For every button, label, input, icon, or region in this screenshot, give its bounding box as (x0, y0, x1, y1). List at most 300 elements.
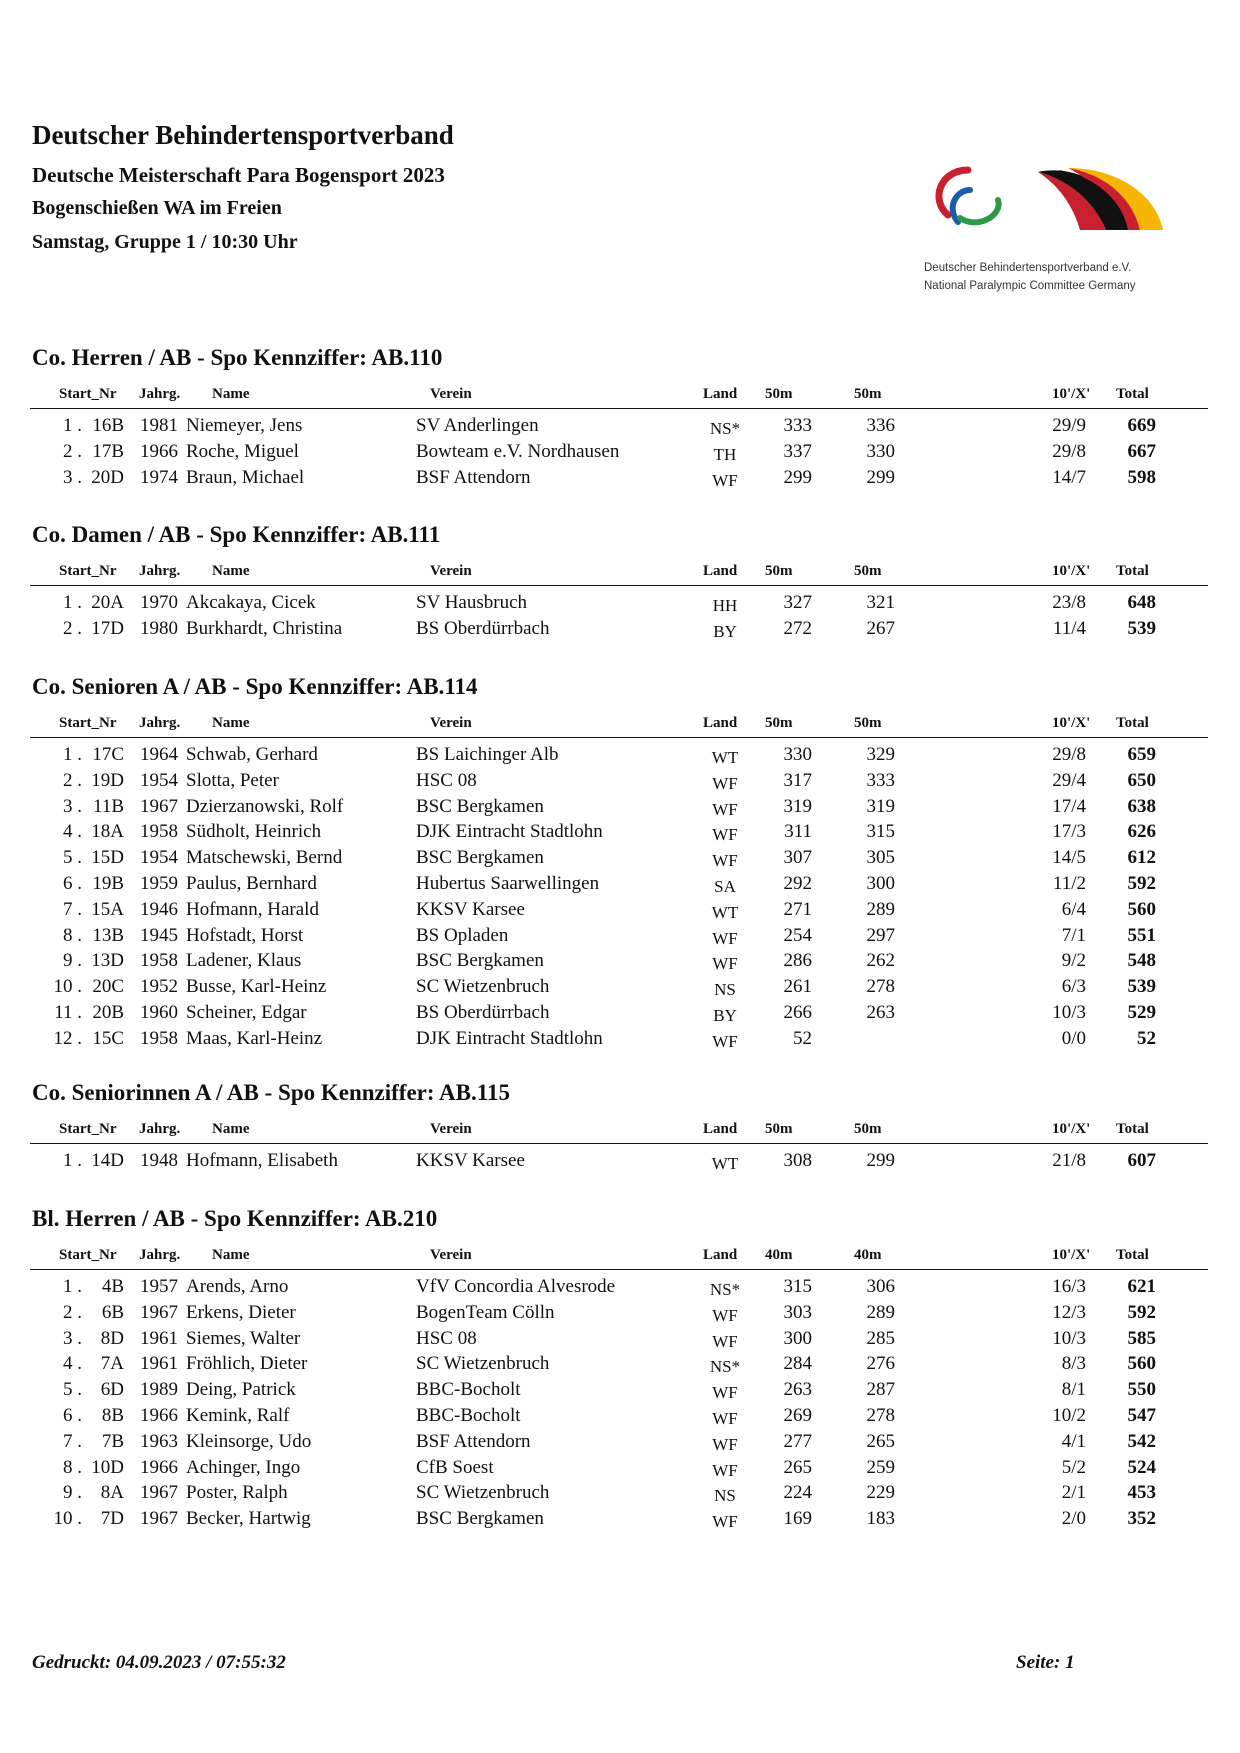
table-row (0, 821, 1240, 847)
table-row (0, 847, 1240, 873)
land-cell: WF (712, 1512, 738, 1532)
dist2-score-cell: 259 (866, 1456, 895, 1478)
name-cell: Kleinsorge, Udo (186, 1430, 312, 1452)
rank-cell: 6 . (63, 873, 82, 894)
dist2-score-cell: 319 (866, 795, 895, 817)
page-number: Seite: 1 (1016, 1652, 1075, 1673)
start-nr-cell: 17C (92, 744, 124, 765)
rank-cell: 7 . (63, 1430, 82, 1452)
col-dist2-header: 40m (854, 1247, 882, 1263)
col-jahrg-header: Jahrg. (139, 1121, 181, 1137)
section-title: Co. Damen / AB - Spo Kennziffer: AB.111 (32, 522, 441, 547)
dist2-score-cell: 321 (866, 592, 895, 613)
land-cell: TH (713, 444, 737, 464)
rank-cell: 1 . (63, 1150, 82, 1171)
col-total-header: Total (1116, 1247, 1149, 1263)
club-cell: DJK Eintracht Stadtlohn (416, 1027, 603, 1049)
table-row (0, 1028, 1240, 1054)
land-cell: NS* (709, 419, 741, 438)
col-total-header: Total (1116, 715, 1149, 731)
total-cell: 547 (1127, 1405, 1156, 1426)
rank-cell: 2 . (63, 769, 82, 791)
table-row (0, 1002, 1240, 1028)
rank-cell: 5 . (63, 1379, 82, 1401)
dist1-score-cell: 284 (783, 1353, 812, 1375)
dist1-score-cell: 299 (783, 466, 812, 488)
dist1-score-cell: 311 (784, 821, 812, 843)
ten-x-cell: 10/3 (1052, 1327, 1086, 1349)
col-land-header: Land (703, 715, 738, 731)
total-cell: 352 (1127, 1508, 1156, 1530)
dist2-score-cell: 289 (866, 898, 895, 920)
rank-cell: 8 . (63, 924, 82, 946)
table-row (0, 976, 1240, 1002)
section-title: Bl. Herren / AB - Spo Kennziffer: AB.210 (32, 1206, 438, 1231)
club-cell: BS Oberdürrbach (416, 617, 550, 639)
land-cell: WF (712, 825, 738, 845)
ten-x-cell: 12/3 (1052, 1301, 1086, 1323)
name-cell: Südholt, Heinrich (186, 821, 322, 843)
rank-cell: 1 . (63, 592, 82, 613)
dist2-score-cell: 278 (866, 976, 895, 998)
rank-cell: 2 . (63, 440, 82, 462)
year-cell: 1970 (140, 592, 178, 613)
club-cell: SV Hausbruch (416, 592, 528, 613)
col-10x-header: 10'/X' (1052, 386, 1091, 402)
table-row (0, 467, 1240, 493)
ten-x-cell: 17/4 (1052, 795, 1086, 817)
start-nr-cell: 8D (100, 1327, 124, 1349)
start-nr-cell: 6B (101, 1301, 124, 1323)
land-cell: WF (712, 773, 738, 793)
year-cell: 1948 (140, 1150, 178, 1171)
dist2-score-cell: 299 (866, 1150, 895, 1171)
rank-cell: 1 . (63, 1276, 82, 1297)
table-row (0, 1379, 1240, 1405)
name-cell: Roche, Miguel (186, 440, 299, 462)
table-row (0, 592, 1240, 618)
col-dist2-header: 50m (854, 715, 882, 731)
table-row (0, 744, 1240, 770)
dist2-score-cell: 278 (866, 1405, 895, 1426)
table-row (0, 1431, 1240, 1457)
club-cell: BS Laichinger Alb (416, 744, 559, 765)
header-rule (30, 408, 1208, 409)
start-nr-cell: 13D (91, 950, 124, 972)
name-cell: Fröhlich, Dieter (186, 1353, 308, 1375)
start-nr-cell: 4B (101, 1276, 124, 1297)
year-cell: 1963 (140, 1430, 178, 1452)
year-cell: 1967 (140, 1301, 178, 1323)
name-cell: Busse, Karl-Heinz (186, 976, 327, 998)
col-name-header: Name (212, 563, 250, 579)
name-cell: Hofstadt, Horst (186, 924, 304, 946)
club-cell: BSF Attendorn (416, 1430, 531, 1452)
land-cell: WF (712, 470, 738, 490)
ten-x-cell: 16/3 (1052, 1276, 1086, 1297)
table-row (0, 1276, 1240, 1302)
org-title: Deutscher Behindertensportverband (32, 120, 454, 150)
dist2-score-cell: 276 (866, 1353, 895, 1375)
table-row (0, 1353, 1240, 1379)
start-nr-cell: 7B (101, 1430, 124, 1452)
year-cell: 1952 (140, 976, 178, 998)
name-cell: Erkens, Dieter (186, 1301, 296, 1323)
club-cell: BogenTeam Cölln (416, 1301, 555, 1323)
col-10x-header: 10'/X' (1052, 1247, 1091, 1263)
name-cell: Paulus, Bernhard (186, 873, 317, 894)
year-cell: 1967 (140, 1482, 178, 1504)
dist1-score-cell: 169 (783, 1508, 812, 1530)
ten-x-cell: 29/8 (1052, 744, 1086, 765)
col-start-nr-header: Start_Nr (59, 715, 117, 731)
total-cell: 626 (1127, 821, 1156, 843)
total-cell: 667 (1127, 440, 1156, 462)
dist1-score-cell: 265 (783, 1456, 812, 1478)
land-cell: SA (714, 877, 736, 896)
year-cell: 1954 (140, 847, 178, 869)
club-cell: CfB Soest (416, 1456, 494, 1478)
rank-cell: 7 . (63, 898, 82, 920)
ten-x-cell: 9/2 (1061, 950, 1086, 972)
name-cell: Siemes, Walter (186, 1327, 301, 1349)
dist2-score-cell: 229 (866, 1482, 895, 1504)
land-cell: BY (713, 1006, 737, 1025)
land-cell: WT (711, 1154, 739, 1173)
name-cell: Achinger, Ingo (186, 1456, 301, 1478)
col-start-nr-header: Start_Nr (59, 1247, 117, 1263)
rank-cell: 8 . (63, 1456, 82, 1478)
ten-x-cell: 11/4 (1052, 617, 1086, 639)
dist2-score-cell: 306 (866, 1276, 895, 1297)
ten-x-cell: 17/3 (1052, 821, 1086, 843)
col-jahrg-header: Jahrg. (139, 715, 181, 731)
year-cell: 1974 (140, 466, 178, 488)
year-cell: 1958 (140, 950, 178, 972)
name-cell: Kemink, Ralf (186, 1405, 290, 1426)
land-cell: NS (714, 1486, 736, 1506)
col-10x-header: 10'/X' (1052, 563, 1091, 579)
rank-cell: 3 . (63, 466, 82, 488)
dist2-score-cell: 265 (866, 1430, 895, 1452)
table-row (0, 1150, 1240, 1176)
rank-cell: 4 . (63, 1353, 82, 1375)
dbs-logo (918, 160, 1166, 300)
club-cell: BS Oberdürrbach (416, 1002, 550, 1023)
start-nr-cell: 17B (92, 440, 124, 462)
dist1-score-cell: 272 (783, 617, 812, 639)
club-cell: BSC Bergkamen (416, 950, 544, 972)
total-cell: 585 (1127, 1327, 1156, 1349)
start-nr-cell: 8A (100, 1482, 124, 1504)
total-cell: 607 (1127, 1150, 1156, 1171)
start-nr-cell: 6D (100, 1379, 124, 1401)
table-row (0, 415, 1240, 441)
total-cell: 650 (1127, 769, 1156, 791)
club-cell: BS Opladen (416, 924, 509, 946)
name-cell: Burkhardt, Christina (186, 617, 343, 639)
year-cell: 1989 (140, 1379, 178, 1401)
total-cell: 550 (1127, 1379, 1156, 1401)
ten-x-cell: 14/5 (1052, 847, 1086, 869)
start-nr-cell: 7A (100, 1353, 124, 1375)
dist1-score-cell: 277 (783, 1430, 812, 1452)
start-nr-cell: 14D (91, 1150, 124, 1171)
event-title: Deutsche Meisterschaft Para Bogensport 2023 (32, 163, 445, 187)
land-cell: WT (711, 748, 739, 767)
dist2-score-cell: 315 (866, 821, 895, 843)
club-cell: BBC-Bocholt (416, 1405, 521, 1426)
printed-timestamp: Gedruckt: 04.09.2023 / 07:55:32 (32, 1652, 286, 1673)
ten-x-cell: 8/3 (1061, 1353, 1086, 1375)
col-dist1-header: 50m (765, 715, 793, 731)
land-cell: WF (712, 1383, 738, 1403)
land-cell: WF (712, 1460, 738, 1480)
name-cell: Arends, Arno (186, 1276, 289, 1297)
year-cell: 1958 (140, 1027, 178, 1049)
year-cell: 1946 (140, 898, 178, 920)
rank-cell: 10 . (53, 1508, 82, 1530)
dist2-score-cell: 263 (866, 1002, 895, 1023)
ten-x-cell: 2/1 (1061, 1482, 1086, 1504)
dist1-score-cell: 307 (783, 847, 812, 869)
club-cell: SC Wietzenbruch (416, 976, 550, 998)
table-row (0, 1457, 1240, 1483)
total-cell: 551 (1127, 924, 1156, 946)
session-title: Samstag, Gruppe 1 / 10:30 Uhr (32, 231, 298, 253)
name-cell: Hofmann, Elisabeth (186, 1150, 338, 1171)
col-land-header: Land (703, 563, 738, 579)
club-cell: SC Wietzenbruch (416, 1353, 550, 1375)
table-row (0, 925, 1240, 951)
dist1-score-cell: 300 (783, 1327, 812, 1349)
section-title: Co. Seniorinnen A / AB - Spo Kennziffer: AB.115 (32, 1080, 510, 1105)
ten-x-cell: 6/4 (1061, 898, 1086, 920)
rank-cell: 12 . (53, 1027, 82, 1049)
dist1-score-cell: 269 (783, 1405, 812, 1426)
table-row (0, 796, 1240, 822)
club-cell: VfV Concordia Alvesrode (416, 1276, 616, 1297)
dist2-score-cell: 330 (866, 440, 895, 462)
rank-cell: 4 . (63, 821, 82, 843)
rank-cell: 9 . (63, 950, 82, 972)
land-cell: WF (712, 1305, 738, 1325)
year-cell: 1967 (140, 1508, 178, 1530)
club-cell: HSC 08 (416, 1327, 477, 1349)
land-cell: WF (712, 799, 738, 819)
total-cell: 638 (1127, 795, 1156, 817)
col-start-nr-header: Start_Nr (59, 386, 117, 402)
rank-cell: 1 . (63, 744, 82, 765)
col-total-header: Total (1116, 1121, 1149, 1137)
club-cell: SV Anderlingen (416, 415, 539, 436)
start-nr-cell: 15A (91, 898, 124, 920)
logo-caption-line2: National Paralympic Committee Germany (924, 280, 1136, 292)
dist1-score-cell: 286 (783, 950, 812, 972)
col-land-header: Land (703, 1121, 738, 1137)
year-cell: 1954 (140, 769, 178, 791)
year-cell: 1960 (140, 1002, 178, 1023)
name-cell: Deing, Patrick (186, 1379, 296, 1401)
name-cell: Scheiner, Edgar (186, 1002, 307, 1023)
dist1-score-cell: 319 (783, 795, 812, 817)
year-cell: 1961 (140, 1327, 178, 1349)
start-nr-cell: 20A (91, 592, 124, 613)
land-cell: WF (712, 851, 738, 871)
col-name-header: Name (212, 715, 250, 731)
club-cell: BSC Bergkamen (416, 795, 544, 817)
total-cell: 560 (1127, 1353, 1156, 1375)
col-verein-header: Verein (430, 563, 472, 579)
table-row (0, 1302, 1240, 1328)
rank-cell: 2 . (63, 617, 82, 639)
land-cell: NS* (709, 1357, 741, 1377)
dist2-score-cell: 262 (866, 950, 895, 972)
col-dist1-header: 50m (765, 1121, 793, 1137)
land-cell: BY (713, 621, 737, 641)
start-nr-cell: 13B (92, 924, 124, 946)
club-cell: BBC-Bocholt (416, 1379, 521, 1401)
year-cell: 1958 (140, 821, 178, 843)
col-name-header: Name (212, 386, 250, 402)
dist1-score-cell: 327 (783, 592, 812, 613)
club-cell: HSC 08 (416, 769, 477, 791)
start-nr-cell: 16B (92, 415, 124, 436)
name-cell: Maas, Karl-Heinz (186, 1027, 323, 1049)
table-row (0, 1508, 1240, 1534)
dist2-score-cell: 289 (866, 1301, 895, 1323)
rank-cell: 11 . (54, 1002, 82, 1023)
dist1-score-cell: 317 (783, 769, 812, 791)
total-cell: 621 (1127, 1276, 1156, 1297)
dist2-score-cell: 267 (866, 617, 895, 639)
total-cell: 539 (1127, 617, 1156, 639)
dist1-score-cell: 224 (783, 1482, 812, 1504)
dist2-score-cell: 300 (866, 873, 895, 894)
logo-caption-line1: Deutscher Behindertensportverband e.V. (924, 262, 1132, 274)
header-rule (30, 1269, 1208, 1270)
start-nr-cell: 18A (91, 821, 124, 843)
club-cell: KKSV Karsee (416, 898, 525, 920)
col-land-header: Land (703, 386, 738, 402)
col-dist1-header: 50m (765, 386, 793, 402)
dist2-score-cell: 285 (866, 1327, 895, 1349)
ten-x-cell: 29/8 (1052, 440, 1086, 462)
npc-logo-mark-icon (918, 160, 1166, 260)
total-cell: 592 (1127, 1301, 1156, 1323)
col-jahrg-header: Jahrg. (139, 386, 181, 402)
discipline-title: Bogenschießen WA im Freien (32, 197, 282, 219)
start-nr-cell: 11B (93, 795, 124, 817)
name-cell: Akcakaya, Cicek (186, 592, 316, 613)
dist2-score-cell: 299 (866, 466, 895, 488)
table-row (0, 1328, 1240, 1354)
year-cell: 1966 (140, 440, 178, 462)
dist1-score-cell: 52 (793, 1027, 812, 1049)
year-cell: 1961 (140, 1353, 178, 1375)
dist1-score-cell: 261 (783, 976, 812, 998)
name-cell: Braun, Michael (186, 466, 305, 488)
start-nr-cell: 8B (101, 1405, 124, 1426)
land-cell: WF (712, 928, 738, 948)
year-cell: 1966 (140, 1456, 178, 1478)
name-cell: Hofmann, Harald (186, 898, 319, 920)
section-title: Co. Senioren A / AB - Spo Kennziffer: AB.114 (32, 674, 478, 699)
table-row (0, 899, 1240, 925)
col-dist2-header: 50m (854, 1121, 882, 1137)
start-nr-cell: 20C (92, 976, 124, 998)
start-nr-cell: 10D (91, 1456, 124, 1478)
ten-x-cell: 10/2 (1052, 1405, 1086, 1426)
ten-x-cell: 5/2 (1061, 1456, 1086, 1478)
col-start-nr-header: Start_Nr (59, 1121, 117, 1137)
start-nr-cell: 20D (91, 466, 124, 488)
club-cell: KKSV Karsee (416, 1150, 525, 1171)
rank-cell: 5 . (63, 847, 82, 869)
start-nr-cell: 19D (91, 769, 124, 791)
col-total-header: Total (1116, 386, 1149, 402)
total-cell: 524 (1127, 1456, 1156, 1478)
dist2-score-cell: 305 (866, 847, 895, 869)
club-cell: Hubertus Saarwellingen (416, 873, 600, 894)
start-nr-cell: 19B (92, 873, 124, 894)
header-rule (30, 585, 1208, 586)
col-name-header: Name (212, 1247, 250, 1263)
land-cell: NS (714, 980, 736, 1000)
year-cell: 1959 (140, 873, 178, 894)
name-cell: Slotta, Peter (186, 769, 279, 791)
ten-x-cell: 11/2 (1052, 873, 1086, 894)
col-verein-header: Verein (430, 1247, 472, 1263)
name-cell: Schwab, Gerhard (186, 744, 318, 765)
name-cell: Poster, Ralph (186, 1482, 288, 1504)
table-row (0, 618, 1240, 644)
ten-x-cell: 23/8 (1052, 592, 1086, 613)
dist1-score-cell: 315 (783, 1276, 812, 1297)
table-row (0, 950, 1240, 976)
total-cell: 598 (1127, 466, 1156, 488)
year-cell: 1964 (140, 744, 178, 765)
dist1-score-cell: 254 (783, 924, 812, 946)
start-nr-cell: 20B (92, 1002, 124, 1023)
total-cell: 560 (1127, 898, 1156, 920)
dist1-score-cell: 308 (783, 1150, 812, 1171)
name-cell: Becker, Hartwig (186, 1508, 311, 1530)
land-cell: WT (711, 902, 739, 922)
year-cell: 1981 (140, 415, 178, 436)
year-cell: 1957 (140, 1276, 178, 1297)
rank-cell: 10 . (53, 976, 82, 998)
year-cell: 1967 (140, 795, 178, 817)
club-cell: Bowteam e.V. Nordhausen (416, 440, 620, 462)
dist1-score-cell: 333 (783, 415, 812, 436)
total-cell: 529 (1127, 1002, 1156, 1023)
total-cell: 539 (1127, 976, 1156, 998)
dist1-score-cell: 292 (783, 873, 812, 894)
name-cell: Niemeyer, Jens (186, 415, 303, 436)
land-cell: WF (712, 1031, 738, 1051)
table-row (0, 873, 1240, 899)
rank-cell: 9 . (63, 1482, 82, 1504)
total-cell: 548 (1127, 950, 1156, 972)
land-cell: WF (712, 1409, 738, 1428)
club-cell: DJK Eintracht Stadtlohn (416, 821, 603, 843)
name-cell: Matschewski, Bernd (186, 847, 343, 869)
land-cell: WF (712, 1331, 738, 1351)
col-verein-header: Verein (430, 1121, 472, 1137)
ten-x-cell: 10/3 (1052, 1002, 1086, 1023)
club-cell: BSC Bergkamen (416, 1508, 544, 1530)
